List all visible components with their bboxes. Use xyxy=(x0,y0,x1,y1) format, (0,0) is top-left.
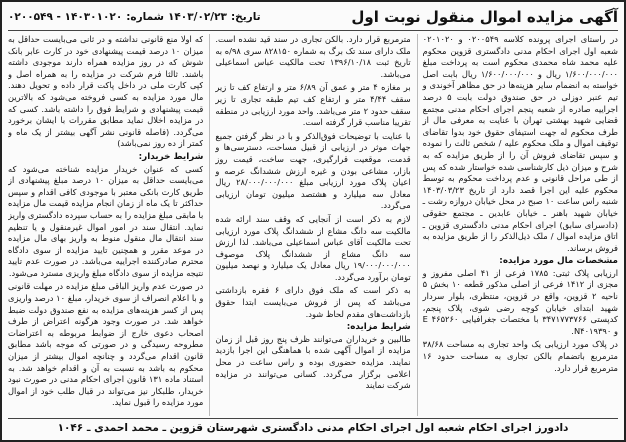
date-value: ۱۴۰۳/۰۲/۲۳ xyxy=(167,11,227,23)
subheading-auction-terms: شرایط مزایده: xyxy=(346,322,411,333)
notice-meta xyxy=(8,11,261,23)
column-middle xyxy=(209,34,410,416)
header-divider xyxy=(8,30,618,31)
paragraph-plate: ارزیابی پلاک ثبتی: ۱۷۸۵ فرعی از ۴۱ اصلی مفروز و مجزی از ۱۴۱۲ فرعی از اصلی مذکور قطعه ۱۰ بخش ۵ ناحیه ۲ قزوین، واقع در قزوین، منتظری، بلوار سردار شهید ابتدای خیابان کوچه رضی شوی، پلاک پنجم، کدپستی ۳۴۷۱۷۷۳۷۶۶ با مختصات جغرافیایی ۴۶۵۲۶۰ E و N۴۰۱۹۳۹۰. xyxy=(422,267,618,336)
date-label: تاریخ: xyxy=(230,11,261,23)
paragraph-auction-terms: طالبین و خریداران می‌توانند ظرف پنج روز قبل از زمان مزایده از اموال آگهی شده با هماهنگی این اجرا بازدید نمایند. مزایده حضوری بوده و راس ساعت در محل اعلامی برگزار می‌گردد. کسانی می‌توانند در مزایده شرکت نمایند xyxy=(215,333,411,391)
number-value: ۱۴۰۳۰۱۰۲۰ - ۰۲۰۰۵۴۹ xyxy=(8,11,123,23)
paragraph-intro: در راستای اجرای پرونده کلاسه ۰۲۰۰۵۴۹ و ۰۲۰۱۰۲۰ شعبه اول اجرای احکام مدنی دادگستری قزوین محکوم علیه محمد شاه محمدی محکوم است به پرداخت مبلغ ۱/۶۰۰/۰۰۰/۰۰۰ ریال و ۱/۶۰۰/۰۰۰/۰۰۰ ریال بابت اصل خواسته به انضمام سایر هزینه‌ها در حق مظاهر آخوندی و تیم عنبر دوزلی در حق صندوق دولت بابت ۵ درصد اجراییه صادره از شعبه پنجم اجرای احکام مدنی مجتمع قضایی شهید بهشتی تهران با عنایت به معرفی مال از طرف محکوم له جهت استیفای حقوق خود بدوا تقاضای توقیف اموال و ملک محکوم علیه / شخص ثالث را نموده و سپس تقاضای فروش آن را از طریق مزایده که به شرح و میزان ذیل کارشناسی شده خواستار شده که پس از طی مراحل قانونی و عدم پرداخت محکوم به توسط محکوم علیه این اجرا قصد دارد از تاریخ ۱۴۰۳/۰۳/۲۳ شنبه راس ساعت ۱۰ صبح در محل خیابان دروازه رشت ـ خیابان شهید باهنر ـ خیابان عابدین ـ مجتمع حقوقی (دادسرای سابق) اجرای احکام مدنی دادگستری قزوین ـ اتاق مزایده اموال / ملک ذیل‌الذکر را از طریق مزایده به فروش برساند. xyxy=(422,34,618,253)
paragraph-participation: که اولا منع قانونی نداشته و در ثانی می‌بایست حداقل به میزان ۱۰ درصد قیمت پیشنهادی خود در کارت عابر بانک شوش که در روز مزایده همراه دارند موجودی داشته باشند. ثالثا فرم شرکت در مزایده را به همراه اصل و کپی کارت ملی در داخل پاکت قرار داده و تحویل دهند. مال مورد مزایده به کسی فروخته می‌شود که بالاترین قیمت پیشنهادی و شرایط فوق را داشته باشد. کسی که در مزایده اخلال نماید مطابق مقررات با ایشان برخورد می‌گردد. (فاصله قانونی نشر آگهی بیشتر از یک ماه و کمتر از ده روز نمی‌باشد) xyxy=(8,34,204,149)
paragraph-valuation: با عنایت با توضیحات فوق‌الذکر و با در نظر گرفتن جمیع جهات موثر در ارزیابی از قبیل مساحت، دسترسی‌ها و قدمت، موقعیت قرارگیری، جهت ساخت، قیمت روز بازار، مشاعی بودن و غیره ارزش ششدانگ عرصه و اعیان پلاک مورد ارزیابی مبلغ ۲۸/۰۰۰/۰۰۰/۰۰۰ ریال معادل سه میلیارد و هشتصد میلیون تومان ارزیابی می‌گردد. xyxy=(215,130,411,211)
paragraph-unit: در پلاک مورد ارزیابی یک واحد تجاری به مساحت ۳۸/۶۸ مترمربع باتضمام بالکن تجاری به مساحت حدود ۱۶ مترمربع قرار دارد. xyxy=(422,339,618,373)
notice-footer: دادورز اجرای احکام شعبه اول اجرای احکام مدنی دادگستری شهرستان قزوین ـ محمد احمدی ـ ۱۰۴۶ xyxy=(8,418,618,437)
paragraph-refund: در صورت عدم واریز الباقی مبلغ مزایده در مهلت قانونی و با اعلام انصراف از سوی خریدار، مبلغ ۱۰ درصد واریزی پس از کسر هزینه‌های مزایده به نفع صندوق دولت ضبط خواهد شد. در صورت وجود هرگونه اعتراض از طرف اصحاب دعوی خارج از ضوابط مربوطه به اعتراضات مطروحه رسیدگی و در صورتی که موجه باشد مطابق قانون اقدام می‌گردد و چنانچه اموال بیشتر از میزان محکوم به باشد به نسبت به آن و اقدام خواهد شد. به استناد ماده ۱۳۱ قانون اجرای احکام مدنی در صورت نبود خریدار، طلبکار نیز می‌تواند در قبال طلب خود از اموال مورد مزایده را قبول نماید. xyxy=(8,281,204,408)
paragraph-seizures: به ذکر است که ملک فوق دارای ۶ فقره بازداشتی می‌باشد که پس از فروش می‌بایست ابتدا حقوق بازداشت‌های مقدم لحاظ شود. xyxy=(215,285,411,319)
column-left xyxy=(8,34,203,416)
paragraph-deed: مترمربع قرار دارد. بالکن تجاری در سند قید نشده است. ملک دارای سند تک برگ به شماره ۸۲۸۱۵۰ سری ۹۸/ه به تاریخ ثبت ۱۳۹۶/۱۰/۱۸ تحت مالکیت عباس اسماعیلی می‌باشد. xyxy=(215,34,411,79)
subheading-buyer-terms: شرایط خریدار: xyxy=(138,151,204,162)
paragraph-share-valuation: لازم به ذکر است از آنجایی که وقف سند ارائه شده مالکیت سه دانگ مشاع از ششدانگ پلاک مورد ارزیابی تحت مالکیت آقای عباس اسماعیلی می‌باشد. لذا ارزش سه دانگ مشاع از ششدانگ پلاک موصوف ۱۹/۰۰۰/۰۰۰/۰۰۰ ریال معادل یک میلیارد و نهصد میلیون تومان برآورد می‌گردد. xyxy=(215,213,411,282)
paragraph-buyer-terms: کسی که عنوان خریدار مزایده شناخته می‌شود که می‌بایست حداقل به میزان ۱۰ درصد مبلغ پیشنهادی از طریق کارت بانکی معتبر با موجودی کافی اقدام و سپس حداکثر تا یک ماه از زمان انجام مزایده قیمت مال مزایده با مابقی مبلغ مزایده را به حساب سپرده دادگستری واریز نماید. انتقال سند در امور اموال غیرمنقول و یا تنظیم سند انتقال مال منقول منوط به واریز بهای مال مزایده در موعد مقرر و همچنین تایید مزایده از سوی دادگاه محترم صادرکننده اجراییه می‌باشد. در صورت عدم تایید نتیجه مزایده از سوی دادگاه مبلغ واریزی مسترد می‌شود. xyxy=(8,163,204,278)
column-right xyxy=(417,34,618,416)
paragraph-dimensions: بر مغازه ۴ متر و عمق آن ۶/۸۹ متر و ارتفاع کف تا زیر سقف ۴/۴۴ متر و ارتفاع کف تیم طبقه تجاری تا زیر سقف حدود ۲ متر می‌باشد. واحد مورد ارزیابی در منطقه تقریبا مناسب قرار گرفته است. xyxy=(215,82,411,128)
notice-header xyxy=(8,6,618,28)
subheading-property-specs: مشخصات مال مورد مزایده: xyxy=(499,256,618,267)
number-label: شماره: xyxy=(126,11,164,23)
notice-body xyxy=(8,34,618,416)
notice-title: آگهی مزایده اموال منقول نوبت اول xyxy=(351,8,618,26)
